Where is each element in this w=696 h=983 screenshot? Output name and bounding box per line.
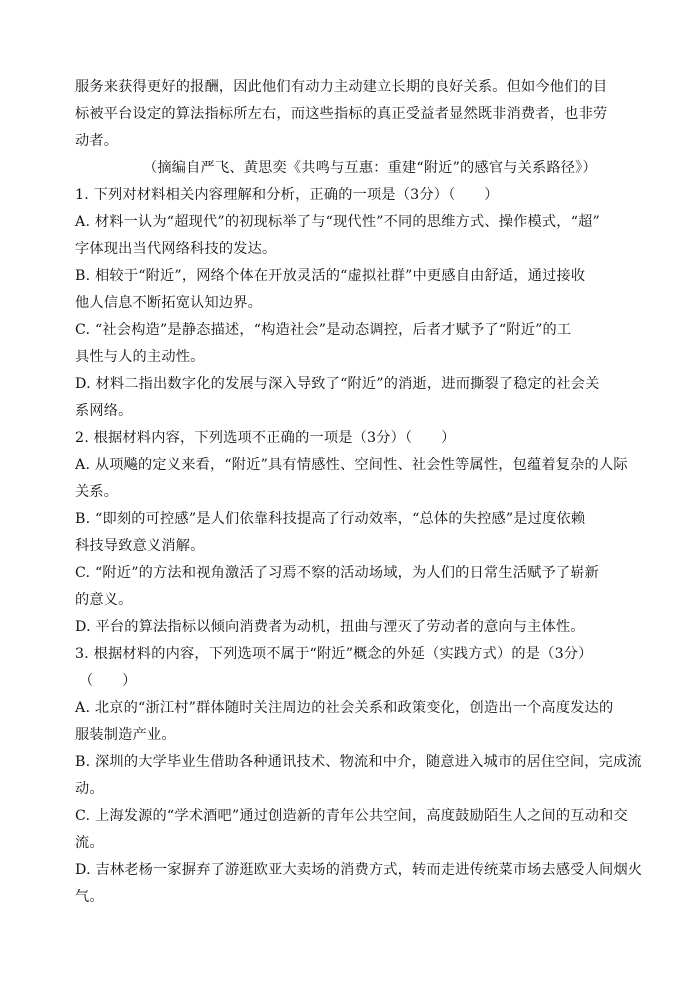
question-2-option-c: C. “附近”的方法和视角激活了习焉不察的活动场域，为人们的日常生活赋予了崭新: [75, 565, 600, 581]
question-3-option-a-continued: 服装制造产业。: [75, 727, 176, 743]
question-3-option-a: A. 北京的“浙江村”群体随时关注周边的社会关系和政策变化，创造出一个高度发达的: [75, 700, 614, 716]
question-1-option-a: A. 材料一认为“超现代”的初现标举了与“现代性”不同的思维方式、操作模式，“超”: [75, 214, 600, 230]
question-2-option-d: D. 平台的算法指标以倾向消费者为动机，扭曲与湮灭了劳动者的意向与主体性。: [75, 619, 585, 635]
question-3-stem-answer-blank: （ ）: [79, 673, 137, 689]
question-3-option-b: B. 深圳的大学毕业生借助各种通讯技术、物流和中介，随意进入城市的居住空间，完成流: [75, 754, 642, 770]
question-2-option-b-continued: 科技导致意义消解。: [75, 538, 205, 554]
passage-line: 服务来获得更好的报酬，因此他们有动力主动建立长期的良好关系。但如今他们的目: [75, 79, 608, 95]
question-1-option-b-continued: 他人信息不断拓宽认知边界。: [75, 295, 263, 311]
question-3-stem: 3. 根据材料的内容，下列选项不属于“附近”概念的外延（实践方式）的是（3分）: [75, 646, 593, 662]
document-content: [75, 74, 643, 911]
question-2-option-a: A. 从项飚的定义来看，“附近”具有情感性、空间性、社会性等属性，包蕴着复杂的人际: [75, 457, 628, 473]
passage-line: 标被平台设定的算法指标所左右，而这些指标的真正受益者显然既非消费者，也非劳: [75, 106, 608, 122]
question-1-stem: 1. 下列对材料相关内容理解和分析，正确的一项是（3分）（ ）: [75, 187, 499, 203]
question-1-option-a-continued: 字体现出当代网络科技的发达。: [75, 241, 277, 257]
question-2-option-b: B. “即刻的可控感”是人们依靠科技提高了行动效率，“总体的失控感”是过度依赖: [75, 511, 586, 527]
question-1-option-d-continued: 系网络。: [75, 403, 133, 419]
question-3-option-c-continued: 流。: [75, 835, 104, 851]
question-1-option-c-continued: 具性与人的主动性。: [75, 349, 205, 365]
question-3-option-c: C. 上海发源的“学术酒吧”通过创造新的青年公共空间，高度鼓励陌生人之间的互动和交: [75, 808, 628, 824]
passage-source: （摘编自严飞、黄思奕《共鸣与互惠：重建“附近”的感官与关系路径》）: [143, 160, 597, 176]
question-1-option-d: D. 材料二指出数字化的发展与深入导致了“附近”的消逝，进而撕裂了稳定的社会关: [75, 376, 600, 392]
passage-line: 动者。: [75, 133, 119, 149]
question-2-option-c-continued: 的意义。: [75, 592, 133, 608]
question-2-stem: 2. 根据材料内容，下列选项不正确的一项是（3分）（ ）: [75, 430, 456, 446]
question-3-option-d-continued: 气。: [75, 889, 104, 905]
question-1-option-c: C. “社会构造”是静态描述，“构造社会”是动态调控，后者才赋予了“附近”的工: [75, 322, 572, 338]
question-1-option-b: B. 相较于“附近”，网络个体在开放灵活的“虚拟社群”中更感自由舒适，通过接收: [75, 268, 586, 284]
question-3-option-d: D. 吉林老杨一家摒弃了游逛欧亚大卖场的消费方式，转而走进传统菜市场去感受人间烟火: [75, 862, 643, 878]
question-2-option-a-continued: 关系。: [75, 484, 119, 500]
question-3-option-b-continued: 动。: [75, 781, 104, 797]
